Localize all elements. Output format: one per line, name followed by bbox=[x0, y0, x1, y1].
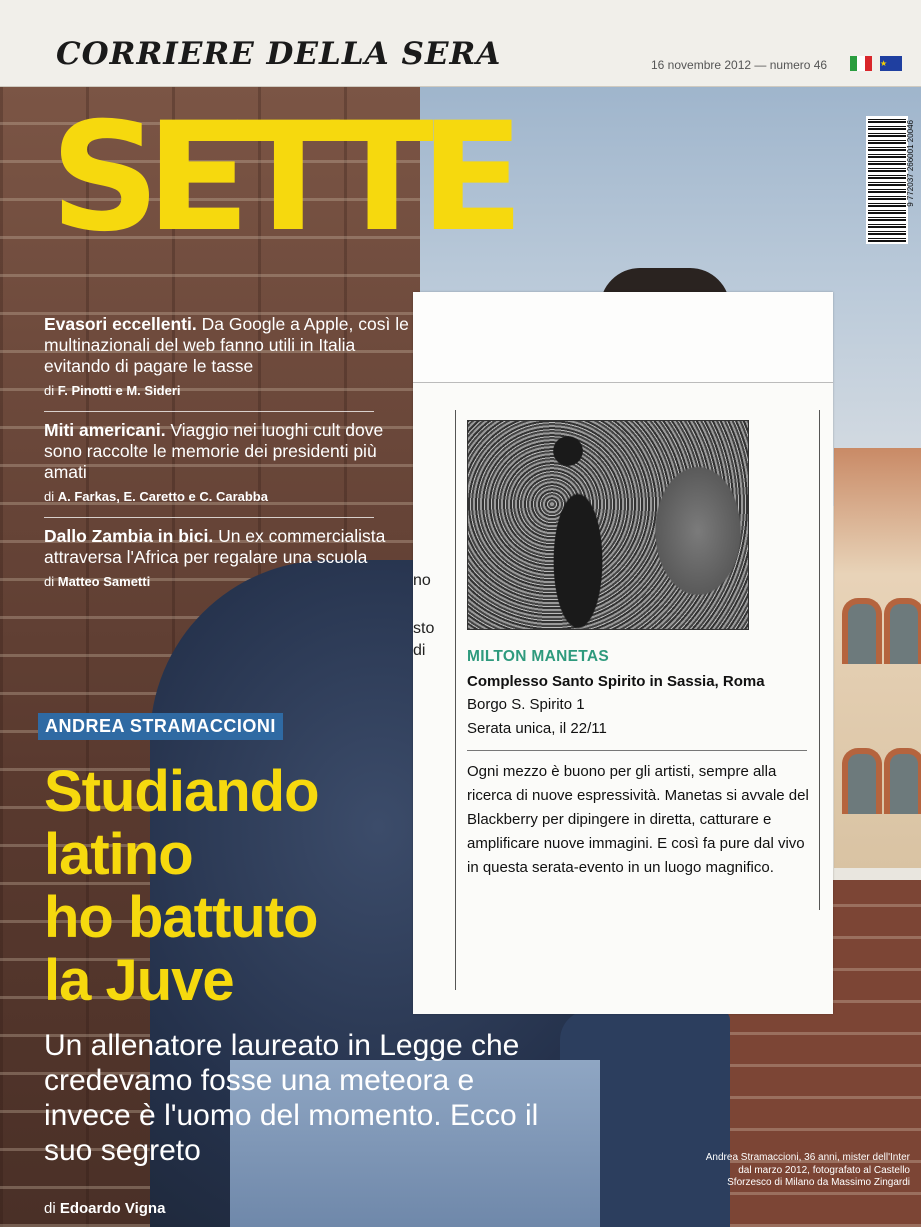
magazine-logo: SETTE bbox=[50, 91, 511, 265]
italian-flag-icon bbox=[850, 56, 872, 71]
cover-headline bbox=[44, 760, 464, 1012]
teaser-text: Viaggio nei luoghi cult dove sono raccolte le memorie dei presidenti più amati bbox=[44, 420, 384, 482]
column-rule bbox=[819, 410, 820, 910]
artist-name: MILTON MANETAS bbox=[467, 648, 609, 665]
cover-subhead: Un allenatore laureato in Legge che credevamo fosse una meteora e invece è l'uomo del momento. Ecco il suo segreto bbox=[44, 1029, 539, 1167]
barcode-number: 9 772037 266001 20046 bbox=[906, 120, 915, 207]
divider bbox=[44, 411, 374, 412]
divider bbox=[467, 750, 807, 751]
teaser-text: Un ex commercialista attraversa l'Africa per regalare una scuola bbox=[44, 526, 386, 567]
pasted-clipping: no sto di MILTON MANETAS Complesso Santo Spirito in Sassia, Roma Borgo S. Spirito 1 Serata unica, il 22/11 Ogni mezzo è buono per gli artisti, sempre alla ricerca di nuove espressività. Manetas si avvale del Blackberry per dipingere in diretta, catturare e amplificare nuove immagini. E così fa pure dal vivo in questa serata-evento in un luogo magnifico. bbox=[413, 292, 833, 1014]
cover-author: di Edoardo Vigna bbox=[44, 1200, 166, 1217]
masthead bbox=[0, 0, 921, 87]
barcode bbox=[866, 116, 908, 244]
column-rule bbox=[455, 410, 456, 990]
headline-line: ho battuto bbox=[44, 885, 318, 950]
teaser-byline: di A. Farkas, E. Caretto e C. Carabba bbox=[44, 489, 268, 504]
event-date: Serata unica, il 22/11 bbox=[467, 720, 607, 737]
headline-line: la Juve bbox=[44, 948, 234, 1013]
issue-info: 16 novembre 2012 — numero 46 bbox=[651, 58, 828, 72]
arch-window bbox=[884, 748, 921, 814]
teaser-title: Miti americani. bbox=[44, 420, 166, 440]
arch-window bbox=[884, 598, 921, 664]
clipping-top-strip bbox=[413, 292, 833, 383]
teaser bbox=[44, 314, 414, 401]
teaser-title: Dallo Zambia in bici. bbox=[44, 526, 214, 546]
event-venue: Complesso Santo Spirito in Sassia, Roma bbox=[467, 673, 765, 690]
artwork-photo bbox=[467, 420, 749, 630]
subject-name-label: ANDREA STRAMACCIONI bbox=[38, 713, 283, 740]
teaser-text: Da Google a Apple, così le multinazionali del web fanno utili in Italia evitando di pagare le tasse bbox=[44, 314, 409, 376]
headline-line: Studiando bbox=[44, 759, 319, 824]
headline-line: latino bbox=[44, 822, 193, 887]
event-address: Borgo S. Spirito 1 bbox=[467, 696, 585, 713]
castle-building bbox=[834, 448, 921, 868]
arch-window bbox=[842, 748, 882, 814]
eu-flag-icon: ★ bbox=[880, 56, 902, 71]
teaser bbox=[44, 420, 414, 507]
newspaper-title: CORRIERE DELLA SERA bbox=[56, 36, 502, 72]
event-description: Ogni mezzo è buono per gli artisti, sempre alla ricerca di nuove espressività. Manetas si avvale del Blackberry per dipingere in diretta, catturare e amplificare nuove immagini. E così fa pure dal vivo in questa serata-evento in un luogo magnifico. bbox=[467, 763, 809, 876]
teaser-byline: di Matteo Sametti bbox=[44, 574, 151, 589]
teaser-byline: di F. Pinotti e M. Sideri bbox=[44, 383, 181, 398]
divider bbox=[44, 517, 374, 518]
teaser bbox=[44, 526, 414, 592]
arch-window bbox=[842, 598, 882, 664]
teaser-list bbox=[44, 314, 414, 601]
teaser-title: Evasori eccellenti. bbox=[44, 314, 197, 334]
photo-caption: Andrea Stramaccioni, 36 anni, mister dell'Inter dal marzo 2012, fotografato al Castello Sforzesco di Milano da Massimo Zingardi bbox=[705, 1152, 910, 1188]
